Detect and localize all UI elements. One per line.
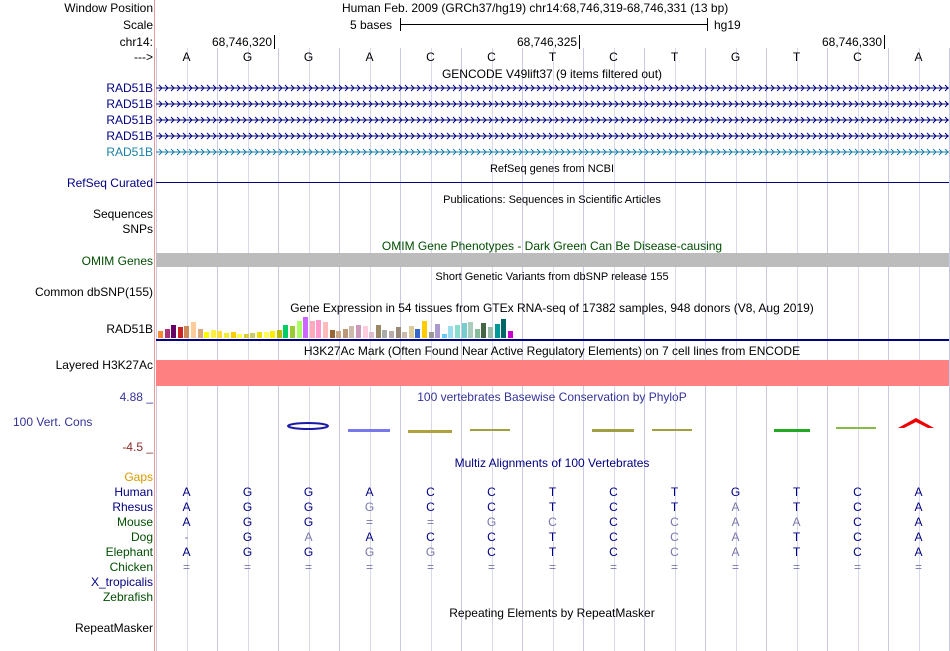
logo-t-6 [652, 429, 692, 431]
gtex-tissue-bar[interactable] [184, 326, 189, 338]
aligned-base: A [914, 530, 923, 544]
aligned-base: C [670, 545, 679, 559]
phylop-min: -4.5 _ [122, 440, 153, 454]
aligned-base: C [487, 500, 496, 514]
repeatmasker-label[interactable]: RepeatMasker [74, 621, 153, 635]
gtex-tissue-bar[interactable] [250, 333, 255, 338]
aligned-base: = [670, 560, 678, 574]
ref-base: A [365, 50, 374, 64]
gtex-tissue-bar[interactable] [323, 322, 328, 338]
aligned-base: A [365, 530, 374, 544]
logo-c-8 [836, 427, 876, 429]
aligned-base: G [486, 515, 497, 529]
gtex-tissue-bar[interactable] [343, 329, 348, 338]
gtex-tissue-bar[interactable] [415, 329, 420, 338]
ref-base: A [182, 50, 191, 64]
aligned-base: T [792, 530, 801, 544]
aligned-base: C [670, 530, 679, 544]
aligned-base: - [184, 530, 189, 544]
aligned-base: A [182, 545, 191, 559]
aligned-base: T [670, 485, 679, 499]
snps-label[interactable]: SNPs [122, 222, 153, 236]
gtex-title[interactable]: Gene Expression in 54 tissues from GTEx RNA-seq of 17382 samples, 948 donors (V8, Aug 2019) [290, 301, 814, 315]
gtex-tissue-bar[interactable] [303, 317, 308, 338]
phylop-label[interactable]: 100 Vert. Cons [13, 415, 93, 429]
aligned-base: A [731, 500, 740, 514]
gtex-tissue-bar[interactable] [316, 320, 321, 338]
gtex-tissue-bar[interactable] [396, 327, 401, 338]
aligned-base: T [548, 530, 557, 544]
species-label[interactable]: Chicken [109, 560, 153, 574]
gtex-tissue-bar[interactable] [297, 321, 302, 338]
aligned-base: T [792, 485, 801, 499]
aligned-base: C [609, 500, 618, 514]
position-tick-1: 68,746,320 [212, 35, 275, 49]
gtex-tissue-bar[interactable] [495, 324, 500, 338]
ref-base: T [792, 50, 801, 64]
aligned-base: G [303, 485, 314, 499]
gtex-tissue-bar[interactable] [448, 326, 453, 338]
aligned-base: T [548, 485, 557, 499]
aligned-base: A [182, 485, 191, 499]
gencode-transcript[interactable] [156, 130, 949, 142]
gtex-tissue-bar[interactable] [442, 334, 447, 338]
scale-text: 5 bases [350, 18, 393, 32]
gtex-tissue-bar[interactable] [409, 326, 414, 338]
gtex-tissue-bar[interactable] [310, 321, 315, 338]
refseq-gene-line[interactable] [156, 182, 949, 183]
aligned-base: = [182, 560, 190, 574]
gencode-transcript[interactable] [156, 82, 949, 94]
aligned-base: = [792, 560, 800, 574]
aligned-base: G [242, 530, 253, 544]
gtex-tissue-bar[interactable] [191, 322, 196, 338]
aligned-base: = [426, 560, 434, 574]
aligned-base: C [426, 530, 435, 544]
gtex-tissue-bar[interactable] [336, 331, 341, 338]
aligned-base: C [609, 515, 618, 529]
aligned-base: A [731, 545, 740, 559]
aligned-base: = [853, 560, 861, 574]
aligned-base: C [487, 545, 496, 559]
phylop-logo[interactable] [156, 410, 949, 438]
aligned-base: G [364, 500, 375, 514]
aligned-base: = [365, 560, 373, 574]
gtex-tissue-bar[interactable] [277, 330, 282, 338]
aligned-base: C [487, 485, 496, 499]
ref-base: T [548, 50, 557, 64]
aligned-base: C [853, 530, 862, 544]
gtex-tissue-bar[interactable] [429, 332, 434, 338]
logo-c-4 [470, 429, 510, 431]
gtex-tissue-bar[interactable] [264, 332, 269, 338]
scale-label: Scale [122, 18, 153, 32]
aligned-base: G [303, 515, 314, 529]
window-position-label: Window Position [64, 1, 153, 15]
species-label[interactable]: Dog [130, 530, 153, 544]
aligned-base: = [426, 515, 434, 529]
logo-g-3 [408, 430, 452, 433]
aligned-base: C [609, 485, 618, 499]
gtex-tissue-bar[interactable] [435, 324, 440, 338]
aligned-base: C [853, 485, 862, 499]
publications-title[interactable]: Publications: Sequences in Scientific Articles [443, 194, 661, 206]
gtex-tissue-bar[interactable] [158, 331, 163, 338]
aligned-base: G [242, 545, 253, 559]
strand-label: ---> [134, 50, 153, 64]
gencode-transcript[interactable] [156, 114, 949, 126]
aligned-base: T [548, 545, 557, 559]
logo-a-2 [348, 429, 390, 432]
aligned-base: = [548, 560, 556, 574]
aligned-base: G [303, 545, 314, 559]
position-tick-3: 68,746,330 [822, 35, 885, 49]
aligned-base: = [487, 560, 495, 574]
logo-c-5 [592, 429, 634, 432]
gtex-tissue-bar[interactable] [290, 326, 295, 338]
gtex-tissue-bar[interactable] [349, 326, 354, 338]
species-label[interactable]: Zebrafish [102, 590, 153, 604]
aligned-base: A [914, 545, 923, 559]
aligned-base: G [730, 485, 741, 499]
aligned-base: G [242, 500, 253, 514]
gtex-tissue-bar[interactable] [402, 332, 407, 338]
gencode-item-label[interactable]: RAD51B [106, 145, 153, 159]
ref-base: C [426, 50, 435, 64]
h3k27ac-label[interactable]: Layered H3K27Ac [55, 358, 153, 372]
gtex-tissue-bar[interactable] [376, 325, 381, 338]
gtex-tissue-bar[interactable] [270, 331, 275, 338]
aligned-base: T [792, 545, 801, 559]
gtex-tissue-bar[interactable] [330, 330, 335, 338]
scale-assembly: hg19 [714, 18, 741, 32]
aligned-base: A [182, 515, 191, 529]
gtex-tissue-bar[interactable] [178, 327, 183, 338]
gencode-item-label[interactable]: RAD51B [106, 129, 153, 143]
repeatmasker-title[interactable]: Repeating Elements by RepeatMasker [449, 606, 655, 620]
gtex-tissue-bar[interactable] [501, 319, 506, 338]
gtex-tissue-bar[interactable] [508, 331, 513, 338]
sequences-label[interactable]: Sequences [92, 207, 153, 221]
chrom-label: chr14: [119, 35, 153, 49]
logo-a-9 [898, 418, 934, 428]
aligned-base: T [670, 500, 679, 514]
aligned-base: = [243, 560, 251, 574]
scale-bar [400, 18, 708, 31]
gtex-tissue-bar[interactable] [382, 330, 387, 338]
aligned-base: C [426, 500, 435, 514]
aligned-base: C [853, 500, 862, 514]
gtex-label[interactable]: RAD51B [106, 322, 153, 336]
aligned-base: A [365, 485, 374, 499]
ref-base: G [730, 50, 741, 64]
aligned-base: G [303, 500, 314, 514]
omim-label[interactable]: OMIM Genes [81, 254, 153, 268]
aligned-base: T [792, 500, 801, 514]
aligned-base: T [548, 500, 557, 514]
aligned-base: = [304, 560, 312, 574]
gencode-item-label[interactable]: RAD51B [106, 97, 153, 111]
aligned-base: C [853, 515, 862, 529]
refseq-label[interactable]: RefSeq Curated [66, 176, 153, 190]
h3k27ac-signal[interactable] [156, 360, 949, 386]
aligned-base: A [731, 530, 740, 544]
aligned-base: A [914, 515, 923, 529]
ref-base: A [914, 50, 923, 64]
gtex-tissue-bar[interactable] [231, 332, 236, 338]
gencode-item-label[interactable]: RAD51B [106, 113, 153, 127]
ref-base: C [487, 50, 496, 64]
gtex-tissue-bar[interactable] [481, 323, 486, 338]
gtex-tissue-bar[interactable] [488, 327, 493, 338]
aligned-base: = [731, 560, 739, 574]
aligned-base: = [609, 560, 617, 574]
h3k27ac-title[interactable]: H3K27Ac Mark (Often Found Near Active Regulatory Elements) on 7 cell lines from ENCODE [303, 344, 801, 358]
phylop-title[interactable]: 100 vertebrates Basewise Conservation by PhyloP [417, 390, 687, 404]
gtex-tissue-bar[interactable] [171, 325, 176, 338]
gtex-tissue-bar[interactable] [455, 325, 460, 338]
gtex-tissue-bar[interactable] [389, 331, 394, 338]
gtex-tissue-bar[interactable] [204, 332, 209, 338]
aligned-base: G [364, 545, 375, 559]
aligned-base: = [914, 560, 922, 574]
gtex-tissue-bar[interactable] [198, 329, 203, 338]
logo-g-1 [288, 423, 328, 429]
gtex-tissue-bar[interactable] [217, 331, 222, 338]
aligned-base: C [487, 530, 496, 544]
logo-t-7 [774, 429, 810, 432]
gtex-tissue-bar[interactable] [422, 321, 427, 338]
aligned-base: C [426, 485, 435, 499]
aligned-base: A [731, 515, 740, 529]
gencode-title[interactable]: GENCODE V49lift37 (9 items filtered out) [441, 67, 663, 81]
gencode-transcript[interactable] [156, 98, 949, 110]
aligned-base: C [853, 545, 862, 559]
gtex-tissue-bar[interactable] [237, 334, 242, 338]
species-label[interactable]: Mouse [116, 515, 153, 529]
aligned-base: G [242, 515, 253, 529]
position-tick-2: 68,746,325 [517, 35, 580, 49]
species-label[interactable]: Human [114, 485, 153, 499]
gtex-tissue-bar[interactable] [283, 325, 288, 338]
gtex-tissue-bar[interactable] [356, 325, 361, 338]
gtex-gene-line [156, 339, 949, 341]
gaps-label[interactable]: Gaps [124, 470, 153, 484]
aligned-base: C [609, 545, 618, 559]
multiz-title[interactable]: Multiz Alignments of 100 Vertebrates [454, 456, 650, 470]
aligned-base: A [914, 485, 923, 499]
species-label[interactable]: X_tropicalis [90, 575, 153, 589]
dbsnp-label[interactable]: Common dbSNP(155) [34, 285, 153, 299]
gtex-tissue-bar[interactable] [224, 333, 229, 338]
ref-base: T [670, 50, 679, 64]
ref-base: C [853, 50, 862, 64]
aligned-base: A [914, 500, 923, 514]
gencode-item-label[interactable]: RAD51B [106, 81, 153, 95]
gtex-tissue-bar[interactable] [462, 323, 467, 338]
species-label[interactable]: Rhesus [112, 500, 153, 514]
species-label[interactable]: Elephant [105, 545, 153, 559]
refseq-title[interactable]: RefSeq genes from NCBI [489, 163, 615, 175]
phylop-max: 4.88 _ [119, 390, 153, 404]
omim-title[interactable]: OMIM Gene Phenotypes - Dark Green Can Be Disease-causing [381, 239, 723, 253]
aligned-base: C [670, 515, 679, 529]
aligned-base: G [425, 545, 436, 559]
aligned-base: C [548, 515, 557, 529]
gtex-tissue-bar[interactable] [363, 326, 368, 338]
ref-base: G [303, 50, 314, 64]
aligned-base: C [609, 530, 618, 544]
aligned-base: = [365, 515, 373, 529]
gtex-tissue-bar[interactable] [244, 334, 249, 338]
aligned-base: A [792, 515, 801, 529]
aligned-base: A [304, 530, 313, 544]
gencode-transcript[interactable] [156, 146, 949, 158]
gtex-tissue-bar[interactable] [475, 329, 480, 338]
ref-base: C [609, 50, 618, 64]
gtex-tissue-bar[interactable] [369, 332, 374, 338]
dbsnp-title[interactable]: Short Genetic Variants from dbSNP release 155 [435, 271, 669, 283]
omim-feature-bar[interactable] [156, 253, 949, 267]
gtex-tissue-bar[interactable] [211, 330, 216, 338]
gtex-tissue-bar[interactable] [468, 322, 473, 338]
ref-base: G [242, 50, 253, 64]
gtex-tissue-bar[interactable] [257, 332, 262, 338]
gtex-tissue-bar[interactable] [165, 329, 170, 338]
aligned-base: A [182, 500, 191, 514]
aligned-base: G [242, 485, 253, 499]
window-position-value: Human Feb. 2009 (GRCh37/hg19) chr14:68,746,319-68,746,331 (13 bp) [342, 1, 729, 15]
